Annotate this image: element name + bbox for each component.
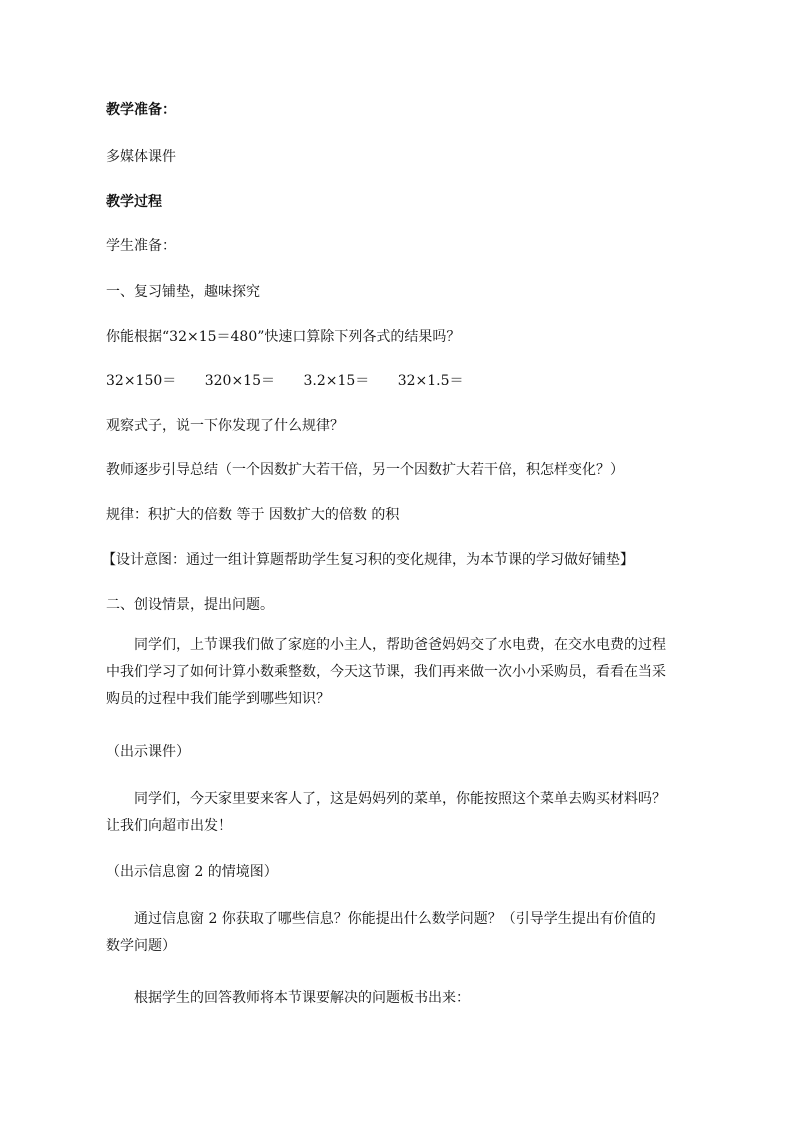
equation-4: 32×1.5＝ [397,373,464,389]
paragraph-4: 根据学生的回答教师将本节课要解决的问题板书出来： [134,990,470,1006]
rule-text: 规律：积扩大的倍数 等于 因数扩大的倍数 的积 [106,507,400,523]
equation-3: 3.2×15＝ [303,373,370,389]
show-window: （出示信息窗 2 的情境图） [106,864,278,880]
process-heading: 教学过程 [106,194,162,210]
prep-heading: 教学准备： [106,102,176,118]
design-intent: 【设计意图：通过一组计算题帮助学生复习积的变化规律，为本节课的学习做好铺垫】 [102,552,634,568]
prep-text: 多媒体课件 [106,149,176,165]
question1: 你能根据“32×15＝480”快速口算除下列各式的结果吗？ [106,329,461,345]
paragraph-2: 同学们，今天家里要来客人了，这是妈妈列的菜单，你能按照这个菜单去购买材料吗？让我们向超市出发！ [106,791,666,834]
student-prep: 学生准备： [106,238,176,254]
equation-2: 320×15＝ [204,373,276,389]
teacher-guide: 教师逐步引导总结（一个因数扩大若干倍，另一个因数扩大若干倍，积怎样变化？） [106,462,624,478]
paragraph-3: 通过信息窗 2 你获取了哪些信息？你能提出什么数学问题？（引导学生提出有价值的数学问题） [106,911,656,954]
paragraph-1: 同学们，上节课我们做了家庭的小主人，帮助爸爸妈妈交了水电费，在交水电费的过程中我们学习了如何计算小数乘整数，今天这节课，我们再来做一次小小采购员，看看在当采购员的过程中我们能学到哪些知识？ [106,637,666,707]
section1-title: 一、复习铺垫，趣味探究 [106,284,260,300]
section2-title: 二、创设情景，提出问题。 [106,597,274,613]
equations-row [106,371,488,391]
show-courseware: （出示课件） [106,744,190,760]
equation-1: 32×150＝ [106,373,177,389]
observe-text: 观察式子，说一下你发现了什么规律？ [106,418,344,434]
